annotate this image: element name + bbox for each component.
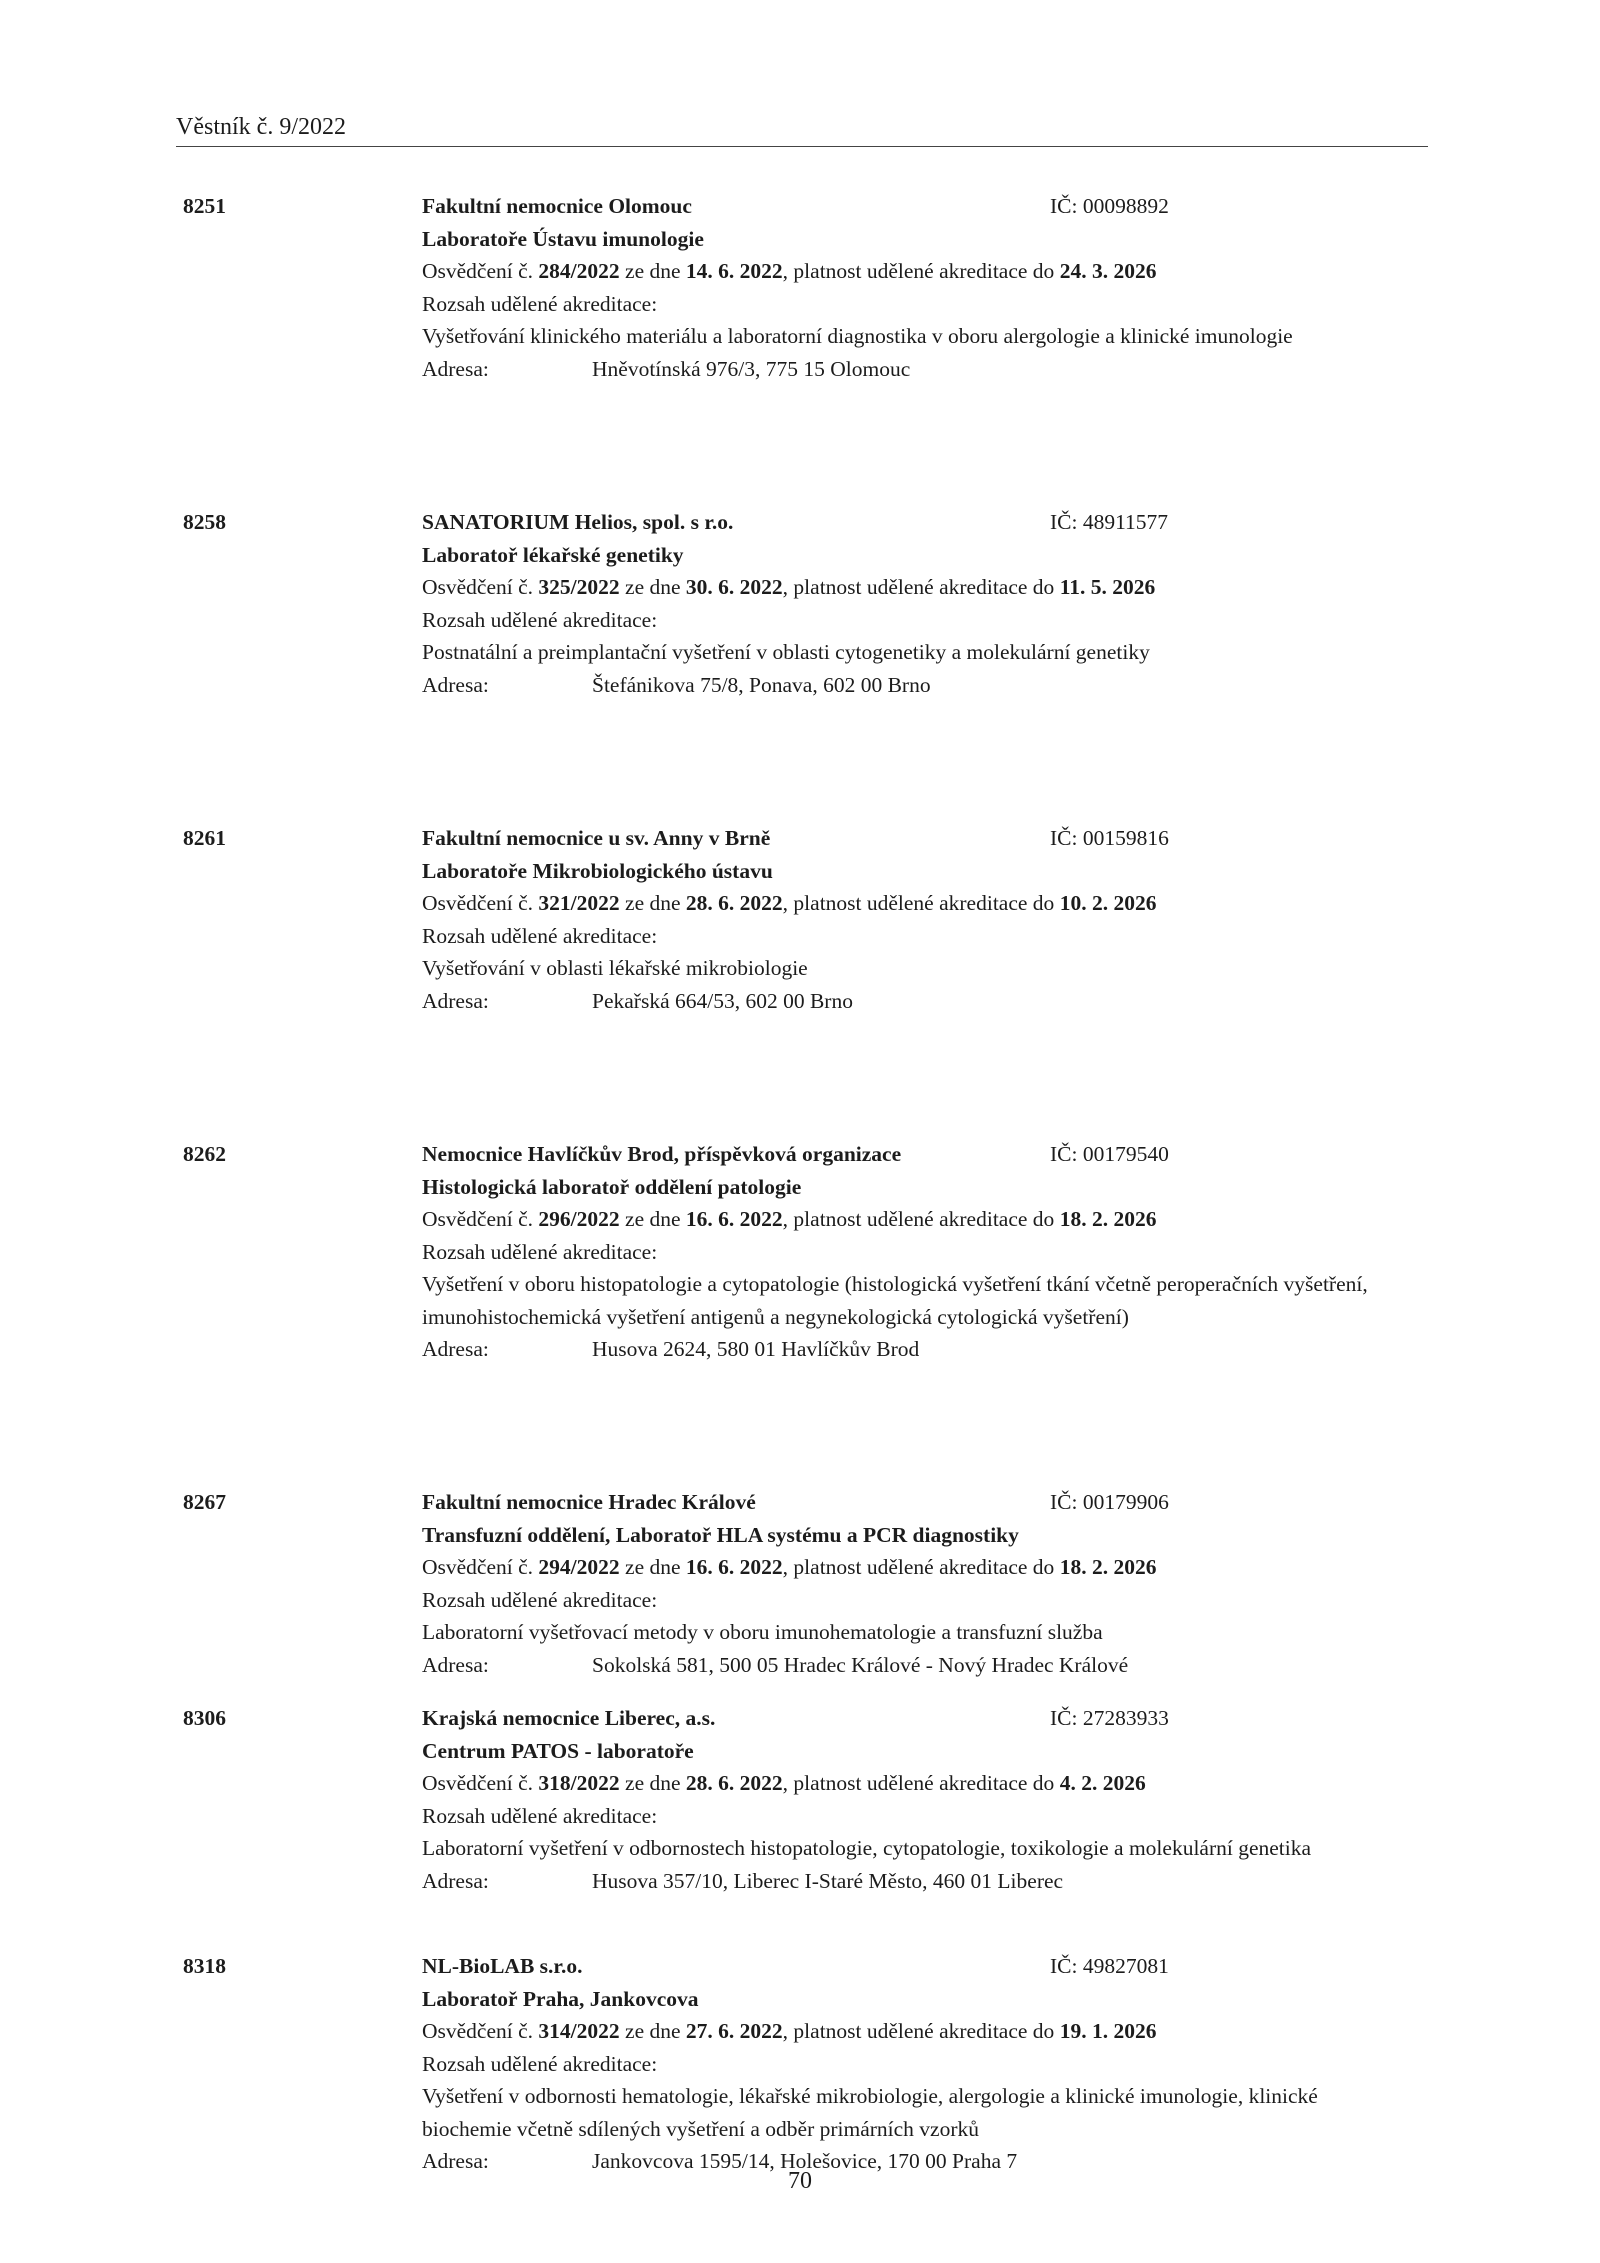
address-value: Hněvotínská 976/3, 775 15 Olomouc (592, 356, 911, 381)
certificate-line (422, 1551, 1432, 1584)
organization-name: Fakultní nemocnice Hradec Králové (422, 1490, 756, 1514)
org-line (422, 190, 1432, 223)
entry-number: 8267 (183, 1490, 226, 1514)
accreditation-entry (0, 822, 1600, 1138)
address-line (422, 669, 1432, 702)
department-name: Transfuzní oddělení, Laboratoř HLA systému a PCR diagnostiky (422, 1522, 1019, 1547)
scope-text: Laboratorní vyšetřovací metody v oboru imunohematologie a transfuzní služba (422, 1620, 1103, 1644)
ico (1050, 1950, 1169, 1983)
entry-number: 8318 (183, 1954, 226, 1978)
running-header: Věstník č. 9/2022 (176, 112, 1428, 147)
organization-name: Nemocnice Havlíčkův Brod, příspěvková organizace (422, 1142, 902, 1166)
certificate-line (422, 887, 1432, 920)
ico-label: IČ: (1050, 1954, 1083, 1978)
cert-from: ze dne (619, 1207, 686, 1231)
address-value: Štefánikova 75/8, Ponava, 602 00 Brno (592, 672, 931, 697)
cert-date: 28. 6. 2022 (685, 1771, 783, 1795)
cert-validity: , platnost udělené akreditace do (782, 575, 1060, 599)
department-name: Laboratoře Mikrobiologického ústavu (422, 858, 773, 883)
cert-date: 30. 6. 2022 (685, 575, 783, 599)
cert-date: 14. 6. 2022 (685, 259, 783, 283)
valid-until: 24. 3. 2026 (1059, 259, 1157, 283)
cert-number: 296/2022 (538, 1207, 620, 1231)
accreditation-entry (0, 1950, 1600, 2198)
cert-from: ze dne (619, 891, 686, 915)
address-line (422, 353, 1432, 386)
address-line (422, 1649, 1432, 1682)
cert-from: ze dne (619, 1771, 686, 1795)
entry-body (422, 1702, 1432, 1897)
ico (1050, 1486, 1169, 1519)
cert-validity: , platnost udělené akreditace do (782, 2019, 1060, 2043)
address-value: Pekařská 664/53, 602 00 Brno (592, 988, 853, 1013)
valid-until: 18. 2. 2026 (1059, 1207, 1157, 1231)
ico-value: 49827081 (1082, 1954, 1169, 1978)
address-line (422, 1333, 1432, 1366)
cert-validity: , platnost udělené akreditace do (782, 259, 1060, 283)
scope-heading: Rozsah udělené akreditace: (422, 291, 658, 316)
accreditation-entry (0, 506, 1600, 822)
address-line (422, 985, 1432, 1018)
scope-text: Laboratorní vyšetření v odbornostech histopatologie, cytopatologie, toxikologie a molekulární genetika (422, 1836, 1312, 1860)
ico-value: 27283933 (1082, 1706, 1169, 1730)
scope-text: Vyšetření v odbornosti hematologie, lékařské mikrobiologie, alergologie a klinické imunologie, klinické biochemie včetně sdílených vyšetření a odběr primárních vzorků (422, 2084, 1318, 2141)
ico-label: IČ: (1050, 510, 1083, 534)
entry-number: 8262 (183, 1142, 226, 1166)
address-label: Adresa: (422, 1337, 489, 1361)
entry-body (422, 822, 1432, 1017)
ico (1050, 822, 1169, 855)
address-label: Adresa: (422, 988, 489, 1013)
address-label: Adresa: (422, 1652, 489, 1677)
address-value: Husova 2624, 580 01 Havlíčkův Brod (592, 1337, 920, 1361)
cert-number: 318/2022 (538, 1771, 620, 1795)
address-label: Adresa: (422, 672, 489, 697)
entry-number: 8306 (183, 1706, 226, 1730)
cert-date: 16. 6. 2022 (685, 1555, 783, 1579)
accreditation-entry (0, 190, 1600, 506)
org-line (422, 1702, 1432, 1735)
entry-body (422, 1950, 1432, 2178)
scope-text: Vyšetření v oboru histopatologie a cytopatologie (histologická vyšetření tkání včetně peroperačních vyšetření, imunohistochemická vyšetření antigenů a negynekologická cytologická vyšetření) (422, 1272, 1368, 1329)
address-label: Adresa: (422, 1868, 489, 1893)
certificate-line (422, 255, 1432, 288)
scope-heading: Rozsah udělené akreditace: (422, 2051, 658, 2076)
accreditation-list (0, 190, 1600, 2198)
certificate-line (422, 1767, 1432, 1800)
address-label: Adresa: (422, 356, 489, 381)
ico-label: IČ: (1050, 1490, 1083, 1514)
ico-value: 48911577 (1082, 510, 1169, 534)
cert-date: 28. 6. 2022 (685, 891, 783, 915)
ico-label: IČ: (1050, 194, 1083, 218)
cert-from: ze dne (619, 1555, 686, 1579)
entry-body (422, 506, 1432, 701)
certificate-line (422, 571, 1432, 604)
address-label: Adresa: (422, 2149, 489, 2173)
address-value: Husova 357/10, Liberec I-Staré Město, 460 01 Liberec (592, 1868, 1064, 1893)
org-line (422, 1950, 1432, 1983)
entry-number: 8258 (183, 510, 226, 534)
cert-prefix: Osvědčení č. (422, 259, 539, 283)
organization-name: SANATORIUM Helios, spol. s r.o. (422, 510, 734, 534)
ico-value: 00098892 (1082, 194, 1169, 218)
cert-number: 325/2022 (538, 575, 620, 599)
cert-prefix: Osvědčení č. (422, 2019, 539, 2043)
department-name: Laboratoře Ústavu imunologie (422, 226, 704, 251)
accreditation-entry (0, 1702, 1600, 1950)
department-name: Laboratoř lékařské genetiky (422, 542, 684, 567)
entry-body (422, 1486, 1432, 1681)
ico (1050, 190, 1169, 223)
cert-number: 321/2022 (538, 891, 620, 915)
cert-date: 16. 6. 2022 (685, 1207, 783, 1231)
entry-body (422, 1138, 1432, 1366)
address-value: Jankovcova 1595/14, Holešovice, 170 00 Praha 7 (592, 2149, 1018, 2173)
cert-from: ze dne (619, 2019, 686, 2043)
org-line (422, 1138, 1432, 1171)
scope-heading: Rozsah udělené akreditace: (422, 1239, 658, 1264)
accreditation-entry (0, 1486, 1600, 1702)
valid-until: 19. 1. 2026 (1059, 2019, 1157, 2043)
scope-text: Vyšetřování v oblasti lékařské mikrobiologie (422, 956, 808, 980)
cert-number: 284/2022 (538, 259, 620, 283)
cert-validity: , platnost udělené akreditace do (782, 891, 1060, 915)
cert-number: 294/2022 (538, 1555, 620, 1579)
scope-heading: Rozsah udělené akreditace: (422, 607, 658, 632)
cert-validity: , platnost udělené akreditace do (782, 1207, 1060, 1231)
cert-prefix: Osvědčení č. (422, 1555, 539, 1579)
organization-name: Fakultní nemocnice Olomouc (422, 194, 692, 218)
cert-prefix: Osvědčení č. (422, 1771, 539, 1795)
scope-heading: Rozsah udělené akreditace: (422, 923, 658, 948)
cert-date: 27. 6. 2022 (685, 2019, 783, 2043)
org-line (422, 506, 1432, 539)
cert-prefix: Osvědčení č. (422, 1207, 539, 1231)
page-number: 70 (788, 2168, 812, 2194)
ico (1050, 1138, 1169, 1171)
ico (1050, 506, 1168, 539)
cert-number: 314/2022 (538, 2019, 620, 2043)
organization-name: Krajská nemocnice Liberec, a.s. (422, 1706, 716, 1730)
cert-from: ze dne (619, 575, 686, 599)
valid-until: 10. 2. 2026 (1059, 891, 1157, 915)
scope-text: Postnatální a preimplantační vyšetření v oblasti cytogenetiky a molekulární genetiky (422, 640, 1150, 664)
certificate-line (422, 2015, 1432, 2048)
address-value: Sokolská 581, 500 05 Hradec Králové - Nový Hradec Králové (592, 1652, 1129, 1677)
department-name: Centrum PATOS - laboratoře (422, 1738, 694, 1763)
valid-until: 11. 5. 2026 (1059, 575, 1156, 599)
valid-until: 4. 2. 2026 (1059, 1771, 1146, 1795)
scope-heading: Rozsah udělené akreditace: (422, 1587, 658, 1612)
entry-body (422, 190, 1432, 385)
department-name: Histologická laboratoř oddělení patologie (422, 1174, 802, 1199)
organization-name: NL-BioLAB s.r.o. (422, 1954, 583, 1978)
ico-value: 00179906 (1082, 1490, 1169, 1514)
cert-prefix: Osvědčení č. (422, 575, 539, 599)
ico-label: IČ: (1050, 1142, 1083, 1166)
entry-number: 8251 (183, 194, 226, 218)
entry-number: 8261 (183, 826, 226, 850)
organization-name: Fakultní nemocnice u sv. Anny v Brně (422, 826, 771, 850)
ico-value: 00159816 (1082, 826, 1169, 850)
scope-heading: Rozsah udělené akreditace: (422, 1803, 658, 1828)
ico-value: 00179540 (1082, 1142, 1169, 1166)
org-line (422, 1486, 1432, 1519)
ico (1050, 1702, 1169, 1735)
address-line (422, 1865, 1432, 1898)
cert-prefix: Osvědčení č. (422, 891, 539, 915)
scope-text: Vyšetřování klinického materiálu a laboratorní diagnostika v oboru alergologie a klinické imunologie (422, 324, 1293, 348)
ico-label: IČ: (1050, 1706, 1083, 1730)
department-name: Laboratoř Praha, Jankovcova (422, 1986, 699, 2011)
valid-until: 18. 2. 2026 (1059, 1555, 1157, 1579)
cert-validity: , platnost udělené akreditace do (782, 1771, 1060, 1795)
cert-validity: , platnost udělené akreditace do (782, 1555, 1060, 1579)
ico-label: IČ: (1050, 826, 1083, 850)
org-line (422, 822, 1432, 855)
certificate-line (422, 1203, 1432, 1236)
cert-from: ze dne (619, 259, 686, 283)
accreditation-entry (0, 1138, 1600, 1486)
